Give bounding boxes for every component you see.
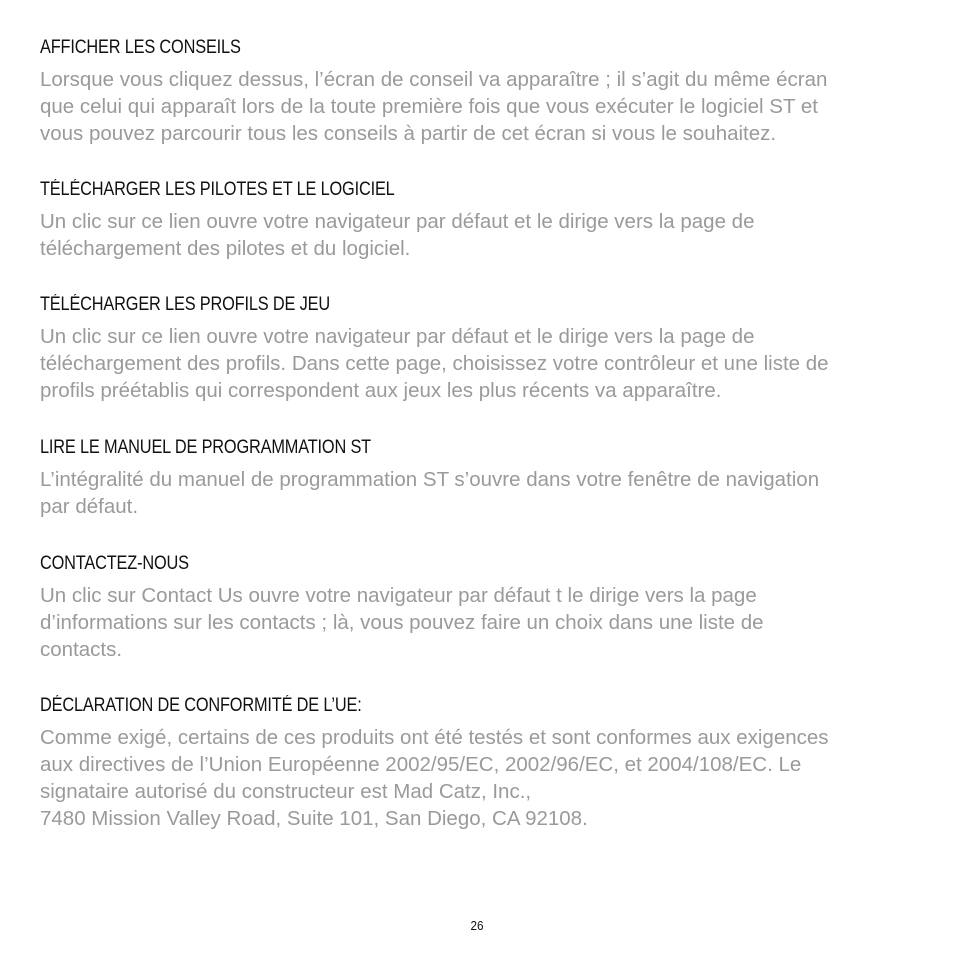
body-line: signataire autorisé du constructeur est Mad Catz, Inc., — [40, 780, 532, 803]
body-line: aux directives de l’Union Européenne 2002/95/EC, 2002/96/EC, et 2004/108/EC. Le — [40, 753, 802, 776]
section-body — [40, 582, 764, 663]
section-heading: LIRE LE MANUEL DE PROGRAMMATION ST — [40, 437, 371, 458]
section-heading: TÉLÉCHARGER LES PILOTES ET LE LOGICIEL — [40, 179, 395, 200]
body-line: Lorsque vous cliquez dessus, l’écran de conseil va apparaître ; il s’agit du même écran — [40, 68, 828, 91]
body-line: par défaut. — [40, 495, 139, 518]
body-line: que celui qui apparaît lors de la toute première fois que vous exécuter le logiciel ST et — [40, 95, 818, 118]
body-line: téléchargement des pilotes et du logiciel. — [40, 237, 411, 260]
body-line: Un clic sur ce lien ouvre votre navigateur par défaut et le dirige vers la page de — [40, 210, 755, 233]
section-afficher-les-conseils — [40, 36, 827, 147]
body-line: 7480 Mission Valley Road, Suite 101, San Diego, CA 92108. — [40, 807, 588, 830]
section-body — [40, 466, 819, 520]
body-line: vous pouvez parcourir tous les conseils à partir de cet écran si vous le souhaitez. — [40, 122, 777, 145]
section-heading: AFFICHER LES CONSEILS — [40, 37, 241, 58]
body-line: d’informations sur les contacts ; là, vous pouvez faire un choix dans une liste de — [40, 611, 764, 634]
section-telecharger-profils — [40, 293, 829, 404]
body-line: téléchargement des profils. Dans cette page, choisissez votre contrôleur et une liste de — [40, 352, 829, 375]
body-line: Un clic sur Contact Us ouvre votre navigateur par défaut t le dirige vers la page — [40, 584, 757, 607]
section-heading: DÉCLARATION DE CONFORMITÉ DE L’UE: — [40, 695, 362, 716]
body-line: profils préétablis qui correspondent aux jeux les plus récents va apparaître. — [40, 379, 722, 402]
body-line: L’intégralité du manuel de programmation ST s’ouvre dans votre fenêtre de navigation — [40, 468, 820, 491]
section-body — [40, 66, 827, 147]
body-line: contacts. — [40, 638, 123, 661]
body-line: Comme exigé, certains de ces produits ont été testés et sont conformes aux exigences — [40, 726, 829, 749]
section-declaration-conformite — [40, 694, 829, 832]
section-telecharger-pilotes — [40, 178, 754, 262]
section-body — [40, 724, 829, 832]
section-heading: CONTACTEZ-NOUS — [40, 553, 189, 574]
section-lire-le-manuel — [40, 436, 819, 520]
section-body — [40, 208, 754, 262]
section-contactez-nous — [40, 552, 764, 663]
body-line: Un clic sur ce lien ouvre votre navigateur par défaut et le dirige vers la page de — [40, 325, 755, 348]
section-heading: TÉLÉCHARGER LES PROFILS DE JEU — [40, 294, 330, 315]
section-body — [40, 323, 829, 404]
page-number: 26 — [470, 918, 484, 933]
